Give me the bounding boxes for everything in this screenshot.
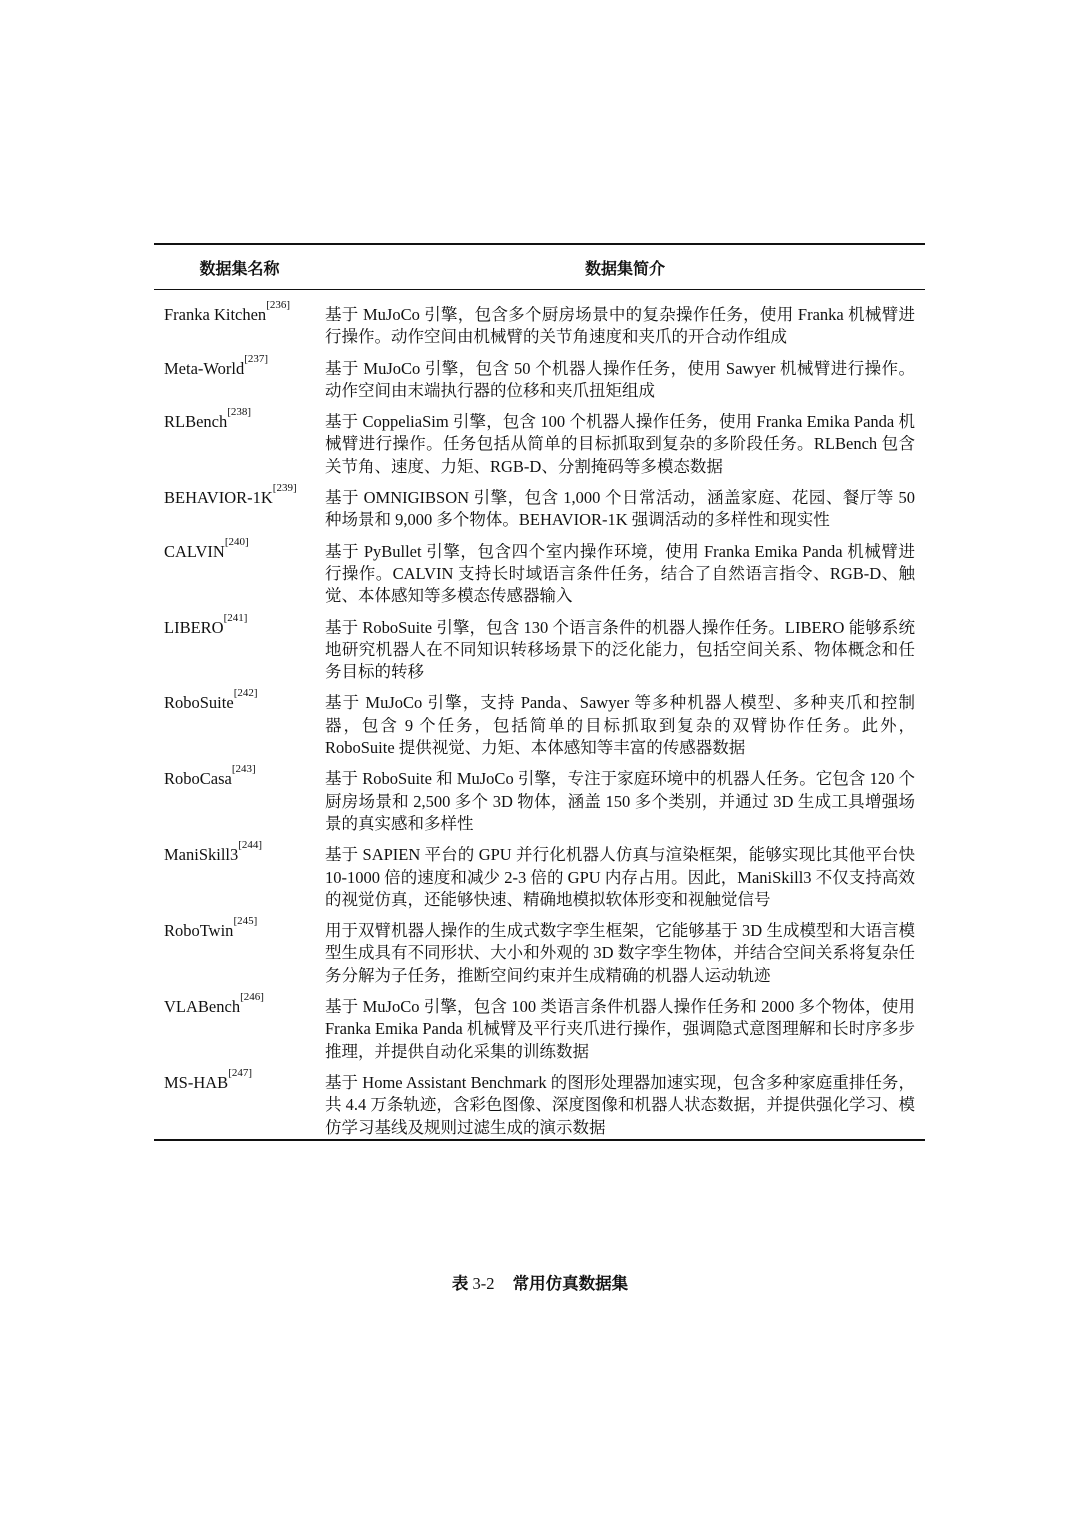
dataset-description: 基于 Home Assistant Benchmark 的图形处理器加速实现，包含多种家庭重排任务，共 4.4 万条轨迹，含彩色图像、深度图像和机器人状态数据，并提供强化学习、模仿学习基线及规则过滤生成的演示数据 xyxy=(325,1072,915,1137)
dataset-name-cell xyxy=(154,608,325,684)
dataset-name: VLABench xyxy=(164,997,241,1017)
header-dataset-name: 数据集名称 xyxy=(199,258,280,278)
table-row xyxy=(154,402,925,478)
table-row xyxy=(154,532,925,608)
dataset-name-cell xyxy=(154,683,325,759)
dataset-description: 基于 RoboSuite 和 MuJoCo 引擎，专注于家庭环境中的机器人任务。它包含 120 个厨房场景和 2,500 多个 3D 物体，涵盖 150 多个类别，并通过 3D 生成工具增强场景的真实感和多样性 xyxy=(325,769,915,833)
table-caption xyxy=(0,1270,1080,1294)
citation-ref: [244] xyxy=(238,839,263,852)
dataset-description: 基于 MuJoCo 引擎，支持 Panda、Sawyer 等多种机器人模型、多种夹爪和控制器，包含 9 个任务，包括简单的目标抓取到复杂的双臂协作任务。此外，RoboSuite 提供视觉、力矩、本体感知等丰富的传感器数据 xyxy=(325,693,915,758)
table-row xyxy=(154,290,925,349)
dataset-name-cell xyxy=(154,349,325,403)
dataset-description: 基于 MuJoCo 引擎，包含多个厨房场景中的复杂操作任务，使用 Franka 机械臂进行操作。动作空间由机械臂的关节角速度和夹爪的开合动作组成 xyxy=(325,305,915,347)
citation-ref: [238] xyxy=(227,406,252,419)
citation-ref: [236] xyxy=(266,299,291,311)
dataset-name: Franka Kitchen xyxy=(164,305,267,324)
caption-label: 表 xyxy=(451,1274,469,1293)
dataset-description: 基于 CoppeliaSim 引擎，包含 100 个机器人操作任务，使用 Franka Emika Panda 机械臂进行操作。任务包括从简单的目标抓取到复杂的多阶段任务。RLBench 包含关节角、速度、力矩、RGB-D、分割掩码等多模态数据 xyxy=(325,412,915,476)
dataset-description: 基于 RoboSuite 引擎，包含 130 个语言条件的机器人操作任务。LIBERO 能够系统地研究机器人在不同知识转移场景下的泛化能力，包括空间关系、物体概念和任务目标的转移 xyxy=(325,617,915,682)
dataset-name: RoboSuite xyxy=(164,693,234,713)
caption-title: 常用仿真数据集 xyxy=(512,1274,629,1293)
dataset-name: RoboCasa xyxy=(164,769,232,789)
datasets-table-container xyxy=(154,243,925,1141)
citation-ref: [246] xyxy=(240,991,264,1004)
table-row xyxy=(154,987,925,1063)
table-row xyxy=(154,349,925,403)
table-row xyxy=(154,1063,925,1140)
citation-ref: [242] xyxy=(233,687,258,700)
dataset-name: CALVIN xyxy=(164,541,225,561)
citation-ref: [245] xyxy=(233,915,258,928)
dataset-name: MS-HAB xyxy=(164,1072,229,1092)
datasets-table xyxy=(154,243,925,1141)
dataset-description: 基于 PyBullet 引擎，包含四个室内操作环境，使用 Franka Emika Panda 机械臂进行操作。CALVIN 支持长时域语言条件任务，结合了自然语言指令、RGB-D、触觉、本体感知等多模态传感器输入 xyxy=(325,541,915,606)
dataset-name-cell xyxy=(154,402,325,478)
dataset-name-cell xyxy=(154,759,325,835)
citation-ref: [247] xyxy=(228,1066,253,1079)
dataset-name-cell xyxy=(154,1063,325,1140)
dataset-description: 用于双臂机器人操作的生成式数字孪生框架，它能够基于 3D 生成模型和大语言模型生成具有不同形状、大小和外观的 3D 数字孪生物体，并结合空间关系将复杂任务分解为子任务，推断空间约束并生成精确的机器人运动轨迹 xyxy=(325,921,915,985)
citation-ref: [241] xyxy=(223,611,248,624)
citation-ref: [237] xyxy=(244,352,269,365)
citation-ref: [243] xyxy=(231,763,256,776)
dataset-name: RLBench xyxy=(164,412,228,432)
dataset-description: 基于 OMNIGIBSON 引擎，包含 1,000 个日常活动，涵盖家庭、花园、餐厅等 50 种场景和 9,000 多个物体。BEHAVIOR-1K 强调活动的多样性和现实性 xyxy=(325,488,915,530)
dataset-name-cell xyxy=(154,290,325,349)
citation-ref: [239] xyxy=(272,482,297,495)
table-row xyxy=(154,608,925,684)
table-row xyxy=(154,759,925,835)
table-row xyxy=(154,478,925,532)
dataset-description: 基于 MuJoCo 引擎，包含 100 类语言条件机器人操作任务和 2000 多个物体，使用 Franka Emika Panda 机械臂及平行夹爪进行操作，强调隐式意图理解和长时序多步推理，并提供自动化采集的训练数据 xyxy=(325,997,915,1061)
dataset-name-cell xyxy=(154,532,325,608)
dataset-description: 基于 MuJoCo 引擎，包含 50 个机器人操作任务，使用 Sawyer 机械臂进行操作。动作空间由末端执行器的位移和夹爪扭矩组成 xyxy=(325,358,915,400)
dataset-name-cell xyxy=(154,911,325,987)
dataset-name: LIBERO xyxy=(164,617,224,637)
table-row xyxy=(154,835,925,911)
dataset-name: BEHAVIOR-1K xyxy=(164,488,273,508)
table-row xyxy=(154,911,925,987)
table-body xyxy=(154,290,925,1140)
dataset-name-cell xyxy=(154,987,325,1063)
dataset-name: Meta-World xyxy=(164,358,245,378)
citation-ref: [240] xyxy=(224,535,249,548)
header-dataset-description: 数据集简介 xyxy=(584,258,665,278)
dataset-name: RoboTwin xyxy=(164,921,234,941)
dataset-description: 基于 SAPIEN 平台的 GPU 并行化机器人仿真与渲染框架，能够实现比其他平台快 10-1000 倍的速度和减少 2-3 倍的 GPU 内存占用。因此，ManiSkill3 不仅支持高效的视觉仿真，还能够快速、精确地模拟软体形变和视触觉信号 xyxy=(325,845,915,909)
dataset-name-cell xyxy=(154,478,325,532)
caption-number: 3-2 xyxy=(472,1274,495,1293)
dataset-name-cell xyxy=(154,835,325,911)
table-row xyxy=(154,683,925,759)
dataset-name: ManiSkill3 xyxy=(164,845,239,865)
table-header-row xyxy=(154,244,925,290)
